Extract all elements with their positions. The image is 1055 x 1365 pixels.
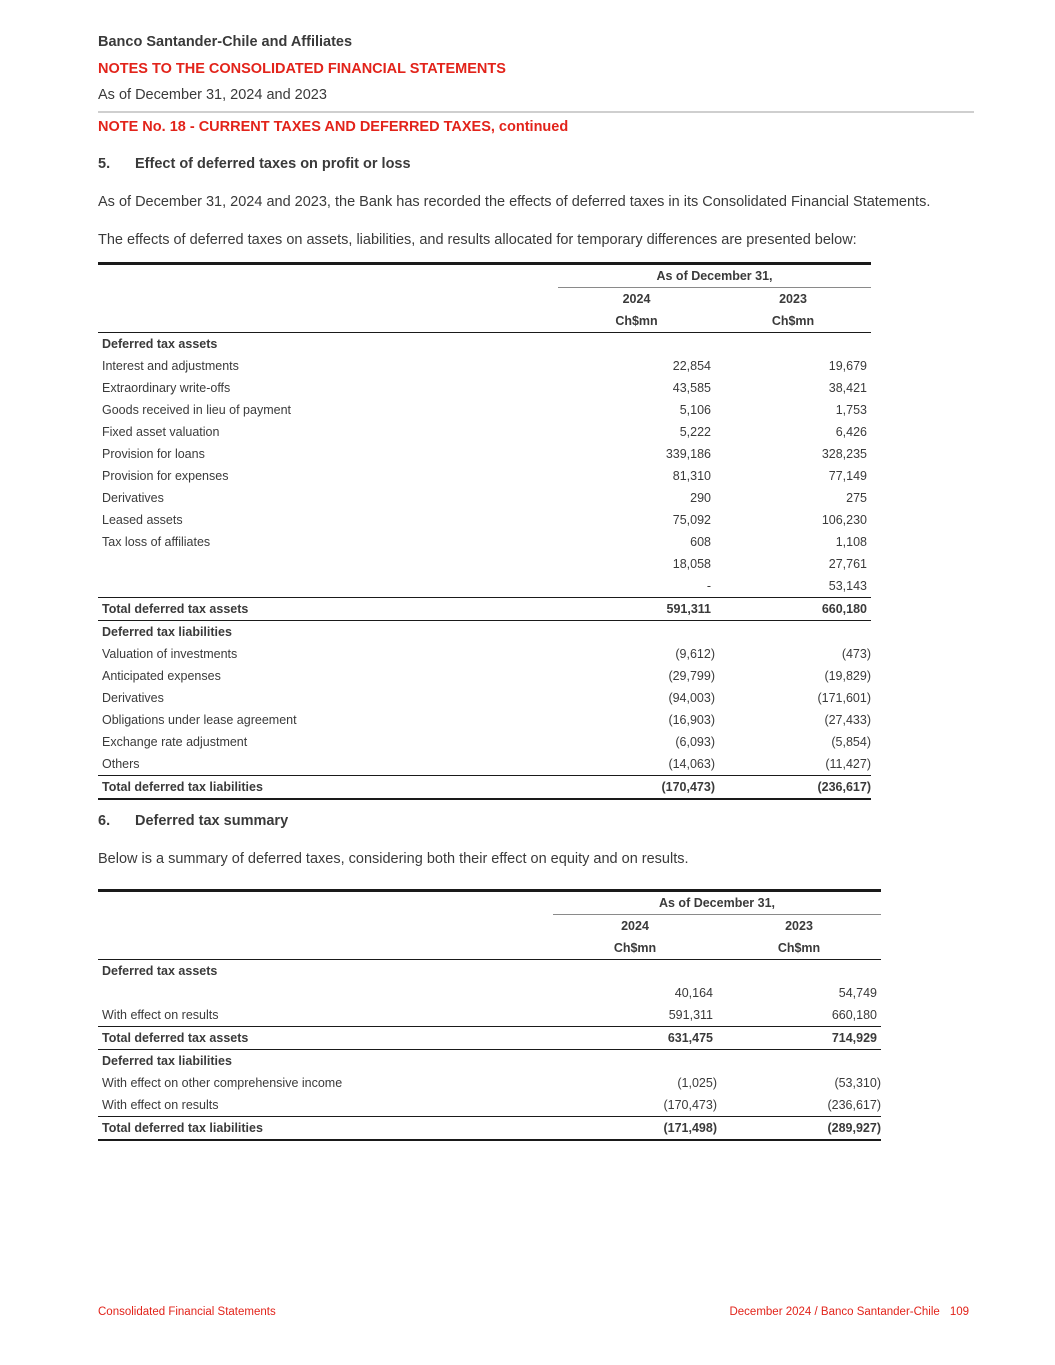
header-divider: [98, 111, 974, 113]
total-2024: (170,473): [558, 776, 715, 800]
value-2023: 54,749: [838, 986, 877, 1000]
group-header: As of December 31,: [558, 264, 871, 288]
table-row: [98, 1004, 881, 1027]
year-2023-header: 2023: [779, 292, 807, 306]
row-label: [98, 575, 558, 598]
value-2023: 106,230: [821, 513, 867, 527]
row-label: With effect on results: [102, 1008, 219, 1022]
total-label: Total deferred tax assets: [98, 1027, 553, 1050]
table-row: [98, 443, 871, 465]
row-label: Leased assets: [102, 513, 183, 527]
value-2024: 5,106: [679, 403, 711, 417]
row-label: Others: [102, 757, 140, 771]
section-5-paragraph-2: The effects of deferred taxes on assets, liabilities, and results allocated for temporary differences are presented below:: [98, 232, 857, 248]
row-label: Derivatives: [102, 691, 164, 705]
table-row: [98, 553, 871, 575]
footer-right: [729, 1306, 969, 1318]
value-2024: 591,311: [668, 1008, 713, 1022]
value-2024: 290: [690, 491, 711, 505]
table-row: [98, 421, 871, 443]
row-label: [98, 553, 558, 575]
value-2024: (9,612): [675, 647, 715, 661]
row-label: Valuation of investments: [102, 647, 238, 661]
deferred-tax-effects-table: [98, 262, 871, 800]
table-header-row: [98, 310, 871, 333]
table-header-row: [98, 891, 881, 915]
row-label: Exchange rate adjustment: [102, 735, 248, 749]
value-2023: (11,427): [825, 757, 871, 771]
row-label: Fixed asset valuation: [102, 425, 220, 439]
total-row: [98, 776, 871, 800]
total-2023: 714,929: [717, 1027, 881, 1050]
section-5-heading: [98, 156, 411, 172]
total-row: [98, 1027, 881, 1050]
section-5-title: Effect of deferred taxes on profit or loss: [135, 156, 411, 172]
total-2024: 591,311: [558, 598, 715, 621]
section-6-paragraph: Below is a summary of deferred taxes, considering both their effect on equity and on results.: [98, 851, 689, 867]
value-2023: 328,235: [821, 447, 867, 461]
footer-report-title: December 2024 / Banco Santander-Chile: [729, 1306, 940, 1318]
section-6-title: Deferred tax summary: [135, 813, 289, 829]
total-label: Total deferred tax assets: [98, 598, 558, 621]
row-label: Interest and adjustments: [102, 359, 239, 373]
page-number: 109: [949, 1306, 969, 1318]
row-label: Tax loss of affiliates: [102, 535, 211, 549]
footer-left: Consolidated Financial Statements: [98, 1306, 276, 1318]
value-2024: (1,025): [677, 1076, 717, 1090]
assets-title: Deferred tax assets: [102, 337, 218, 351]
table-row: [98, 665, 871, 687]
table-row: [98, 982, 881, 1004]
value-2023: (171,601): [817, 691, 871, 705]
value-2023: 19,679: [828, 359, 867, 373]
table-row: [98, 1094, 881, 1117]
section-6-number: 6.: [98, 813, 111, 829]
total-2023: 660,180: [715, 598, 871, 621]
table-row: [98, 643, 871, 665]
value-2023: 1,753: [835, 403, 867, 417]
note-heading: NOTE No. 18 - CURRENT TAXES AND DEFERRED TAXES, continued: [98, 119, 569, 135]
value-2023: 660,180: [831, 1008, 877, 1022]
table-row: [98, 487, 871, 509]
total-label: Total deferred tax liabilities: [98, 776, 558, 800]
section-title-row: [98, 960, 881, 983]
year-2024-header: 2024: [621, 919, 649, 933]
table-header-row: [98, 937, 881, 960]
value-2024: 40,164: [674, 986, 713, 1000]
unit-header: Ch$mn: [715, 310, 871, 333]
value-2024: (14,063): [668, 757, 715, 771]
company-name: Banco Santander-Chile and Affiliates: [98, 34, 353, 50]
row-label: With effect on results: [102, 1098, 219, 1112]
table-row: [98, 575, 871, 598]
value-2023: 38,421: [828, 381, 867, 395]
table-row: [98, 709, 871, 731]
total-2024: 631,475: [553, 1027, 717, 1050]
row-label: Derivatives: [102, 491, 164, 505]
table-header-row: [98, 288, 871, 311]
section-5-paragraph-1: As of December 31, 2024 and 2023, the Bank has recorded the effects of deferred taxes in its Consolidated Financial Statements.: [98, 194, 931, 210]
row-label: Obligations under lease agreement: [102, 713, 297, 727]
unit-header: Ch$mn: [553, 937, 717, 960]
value-2024: 608: [690, 535, 711, 549]
row-label: With effect on other comprehensive income: [102, 1076, 343, 1090]
table-row: [98, 509, 871, 531]
value-2024: (170,473): [663, 1098, 717, 1112]
table-header-row: [98, 264, 871, 288]
deferred-tax-summary-table: [98, 889, 881, 1141]
group-header: As of December 31,: [553, 891, 881, 915]
total-row: [98, 598, 871, 621]
table-row: [98, 1072, 881, 1094]
value-2024: 18,058: [672, 557, 711, 571]
unit-header: Ch$mn: [717, 937, 881, 960]
value-2024: 43,585: [672, 381, 711, 395]
value-2024: (29,799): [668, 669, 715, 683]
table-row: [98, 753, 871, 776]
value-2024: 5,222: [679, 425, 711, 439]
value-2023: 275: [846, 491, 867, 505]
value-2024: (6,093): [675, 735, 715, 749]
total-2024: (171,498): [553, 1117, 717, 1141]
value-2024: 81,310: [672, 469, 711, 483]
total-2023: (289,927): [717, 1117, 881, 1141]
value-2023: (19,829): [824, 669, 871, 683]
section-5-number: 5.: [98, 156, 111, 172]
value-2023: (5,854): [831, 735, 871, 749]
value-2024: 22,854: [672, 359, 711, 373]
assets-title: Deferred tax assets: [102, 964, 218, 978]
table-row: [98, 687, 871, 709]
year-2023-header: 2023: [785, 919, 813, 933]
total-label: Total deferred tax liabilities: [98, 1117, 553, 1141]
row-label: Provision for expenses: [102, 469, 229, 483]
as-of-date: As of December 31, 2024 and 2023: [98, 87, 327, 103]
table-row: [98, 355, 871, 377]
table-row: [98, 399, 871, 421]
row-label: [98, 982, 553, 1004]
value-2023: (236,617): [827, 1098, 881, 1112]
table-row: [98, 465, 871, 487]
table-header-row: [98, 915, 881, 938]
liabilities-title: Deferred tax liabilities: [102, 625, 232, 639]
notes-title: NOTES TO THE CONSOLIDATED FINANCIAL STATEMENTS: [98, 61, 506, 77]
liabilities-title: Deferred tax liabilities: [102, 1054, 232, 1068]
table-row: [98, 731, 871, 753]
value-2024: (94,003): [668, 691, 715, 705]
row-label: Goods received in lieu of payment: [102, 403, 291, 417]
year-2024-header: 2024: [622, 292, 651, 306]
value-2024: -: [706, 579, 711, 593]
section-title-row: [98, 621, 871, 644]
value-2023: 77,149: [828, 469, 867, 483]
row-label: Anticipated expenses: [102, 669, 221, 683]
value-2023: 27,761: [828, 557, 867, 571]
total-2023: (236,617): [715, 776, 871, 800]
value-2023: 6,426: [835, 425, 867, 439]
section-title-row: [98, 1050, 881, 1073]
value-2024: (16,903): [668, 713, 715, 727]
value-2024: 339,186: [665, 447, 711, 461]
value-2024: 75,092: [672, 513, 711, 527]
table-row: [98, 377, 871, 399]
unit-header: Ch$mn: [558, 310, 715, 333]
value-2023: (27,433): [824, 713, 871, 727]
row-label: Extraordinary write-offs: [102, 381, 231, 395]
value-2023: (53,310): [834, 1076, 881, 1090]
total-row: [98, 1117, 881, 1141]
row-label: Provision for loans: [102, 447, 205, 461]
value-2023: 1,108: [835, 535, 867, 549]
section-6-heading: [98, 813, 288, 829]
table-row: [98, 531, 871, 553]
section-title-row: [98, 333, 871, 356]
value-2023: (473): [841, 647, 871, 661]
value-2023: 53,143: [828, 579, 867, 593]
